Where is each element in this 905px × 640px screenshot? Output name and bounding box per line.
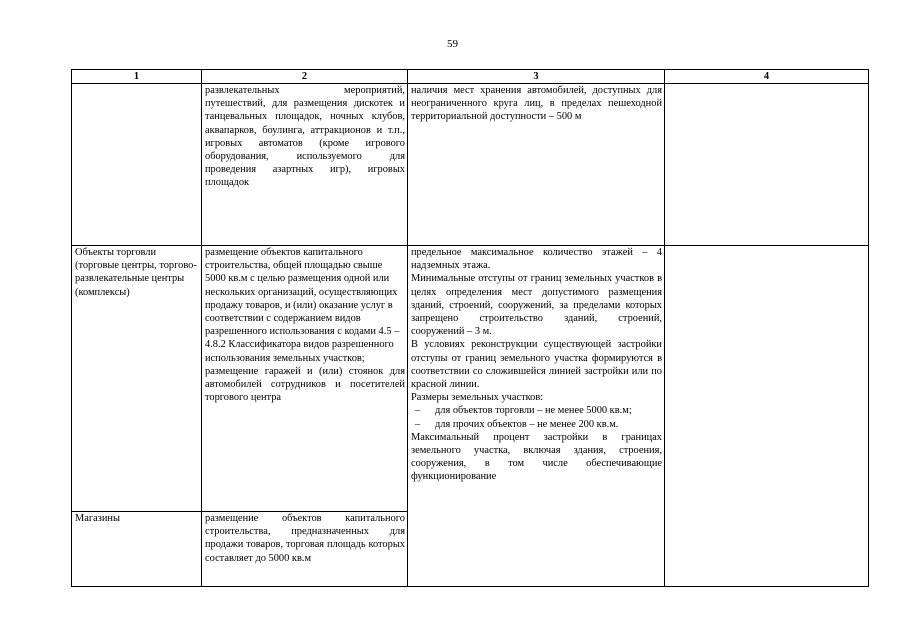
row3-object-type: Магазины (72, 512, 202, 587)
column-header-4: 4 (665, 70, 869, 84)
dash-bullet: – (415, 405, 421, 417)
param-plot-size-trade: для объектов торговли – не менее 5000 кв.м; (435, 405, 632, 417)
row1-parameters: наличия мест хранения автомобилей, доступных для неограниченного круга лиц, в пределах пешеходной территориальной доступности – 500 м (408, 84, 665, 246)
table-header-row (72, 70, 869, 84)
table-row (72, 84, 869, 246)
row3-use-description: размещение объектов капитального строительства, предназначенных для продажи товаров, торговая площадь которых составляет до 5000 кв.м (202, 512, 408, 587)
row2-use-description (202, 246, 408, 512)
row2-use-text-2: размещение гаражей и (или) стоянок для автомобилей сотрудников и посетителей торгового центра (205, 365, 405, 404)
row2-use-text-1: размещение объектов капитального строительства, общей площадью свыше 5000 кв.м с целью размещения одной или нескольких организаций, осуществляющих продажу товаров, и (или) оказание услуг в соответствии с содержанием видов разрешенного использования с кодами 4.5 – 4.8.2 Классификатора видов разрешенного использования земельных участков; (205, 247, 400, 364)
param-floors: предельное максимальное количество этажей – 4 надземных этажа. (411, 247, 662, 272)
param-max-coverage: Максимальный процент застройки в границах земельного участка, включая здания, строения, сооружения, в том числе обеспечивающие функционирование (411, 431, 662, 483)
row2-object-type: Объекты торговли (торговые центры, торгово-развлекательные центры (комплексы) (72, 246, 202, 512)
param-plot-size-item (411, 418, 662, 431)
row1-col4-cell (665, 84, 869, 246)
row2-parameters (408, 246, 665, 587)
param-setbacks: Минимальные отступы от границ земельных участков в целях определения мест допустимого размещения зданий, строений, сооружений, за пределами которых запрещено строительство зданий, строений, сооружений – 3 м. (411, 273, 662, 338)
row1-use-description: развлекательных мероприятий, путешествий, для размещения дискотек и танцевальных площадок, ночных клубов, аквапарков, боулинга, аттракционов и т.п., игровых автоматов (кроме игрового оборудования, используемого для проведения азартных игр), игровых площадок (202, 84, 408, 246)
row1-col1-cell (72, 84, 202, 246)
param-plot-size-item (411, 404, 662, 417)
param-plot-size-other: для прочих объектов – не менее 200 кв.м. (435, 418, 619, 430)
column-header-1: 1 (72, 70, 202, 84)
param-reconstruction: В условиях реконструкции существующей застройки отступы от границ земельного участка формируются в соответствии со сложившейся линией застройки или по красной линии. (411, 339, 662, 391)
row2-col4-cell (665, 246, 869, 587)
column-header-3: 3 (408, 70, 665, 84)
column-header-2: 2 (202, 70, 408, 84)
page-number: 59 (447, 38, 458, 50)
zoning-table (71, 69, 869, 587)
table-row (72, 246, 869, 512)
param-plot-sizes-heading: Размеры земельных участков: (411, 392, 544, 404)
dash-bullet: – (415, 418, 421, 430)
